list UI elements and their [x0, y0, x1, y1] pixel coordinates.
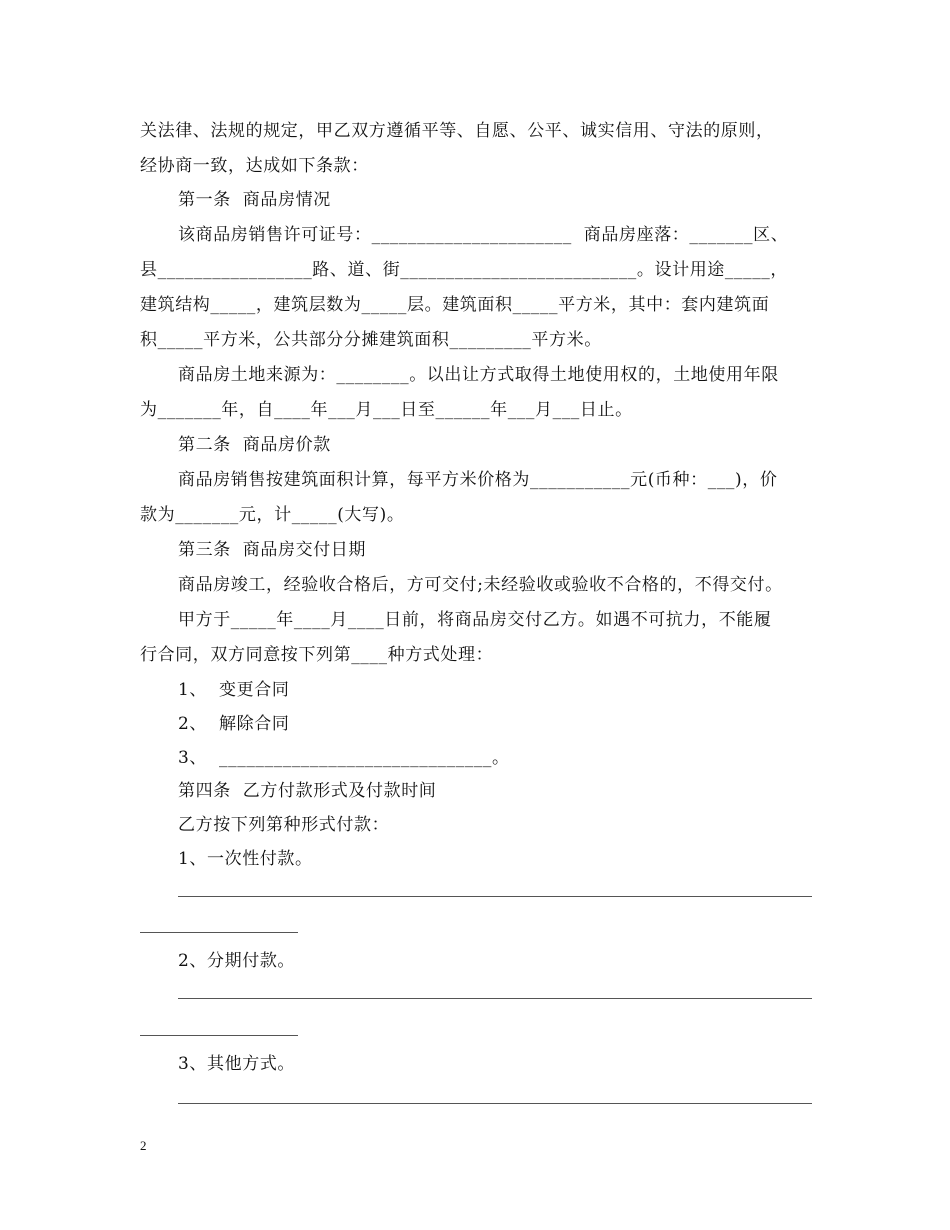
list-item: 1、一次性付款。 [178, 849, 313, 869]
text-line: 商品房土地来源为：________。以出让方式取得土地使用权的，土地使用年限 [178, 365, 779, 385]
list-item: 3、其他方式。 [178, 1054, 296, 1074]
blank-fill-line [178, 896, 812, 897]
text-line: 经协商一致，达成如下条款： [140, 156, 369, 176]
blank-fill-line [140, 932, 298, 933]
article-heading: 第三条 商品房交付日期 [178, 540, 367, 560]
text-line: 县_________________路、道、街__________________________。设计用途_____， [140, 260, 788, 280]
page-number: 2 [140, 1138, 147, 1153]
text-line: 商品房销售按建筑面积计算，每平方米价格为___________元(币种：___)，价 [178, 470, 778, 490]
text-line: 该商品房销售许可证号：______________________ 商品房座落：_______区、 [178, 225, 789, 245]
text-line: 款为_______元，计_____(大写)。 [140, 505, 405, 525]
text-line: 商品房竣工，经验收合格后，方可交付;未经验收或验收不合格的，不得交付。 [178, 575, 783, 595]
blank-fill-line [140, 1035, 298, 1036]
article-heading: 第一条 商品房情况 [178, 190, 331, 210]
blank-fill-line [178, 1103, 812, 1104]
article-heading: 第四条 乙方付款形式及付款时间 [178, 781, 437, 801]
article-heading: 第二条 商品房价款 [178, 435, 331, 455]
text-line: 建筑结构_____，建筑层数为_____层。建筑面积_____平方米，其中：套内建筑面 [140, 295, 770, 315]
text-line: 为_______年，自____年___月___日至______年___月___日止。 [140, 400, 633, 420]
text-line: 乙方按下列第种形式付款： [178, 815, 390, 835]
blank-fill-line [178, 998, 812, 999]
list-item: 2、分期付款。 [178, 951, 296, 971]
list-item: 2、 解除合同 [178, 714, 290, 734]
text-line: 行合同，双方同意按下列第____种方式处理： [140, 645, 494, 665]
text-line: 关法律、法规的规定，甲乙双方遵循平等、自愿、公平、诚实信用、守法的原则， [140, 121, 774, 141]
list-item: 3、 ______________________________。 [178, 748, 510, 768]
text-line: 甲方于_____年____月____日前，将商品房交付乙方。如遇不可抗力，不能履 [178, 610, 772, 630]
text-line: 积_____平方米，公共部分分摊建筑面积_________平方米。 [140, 330, 602, 350]
list-item: 1、 变更合同 [178, 680, 290, 700]
